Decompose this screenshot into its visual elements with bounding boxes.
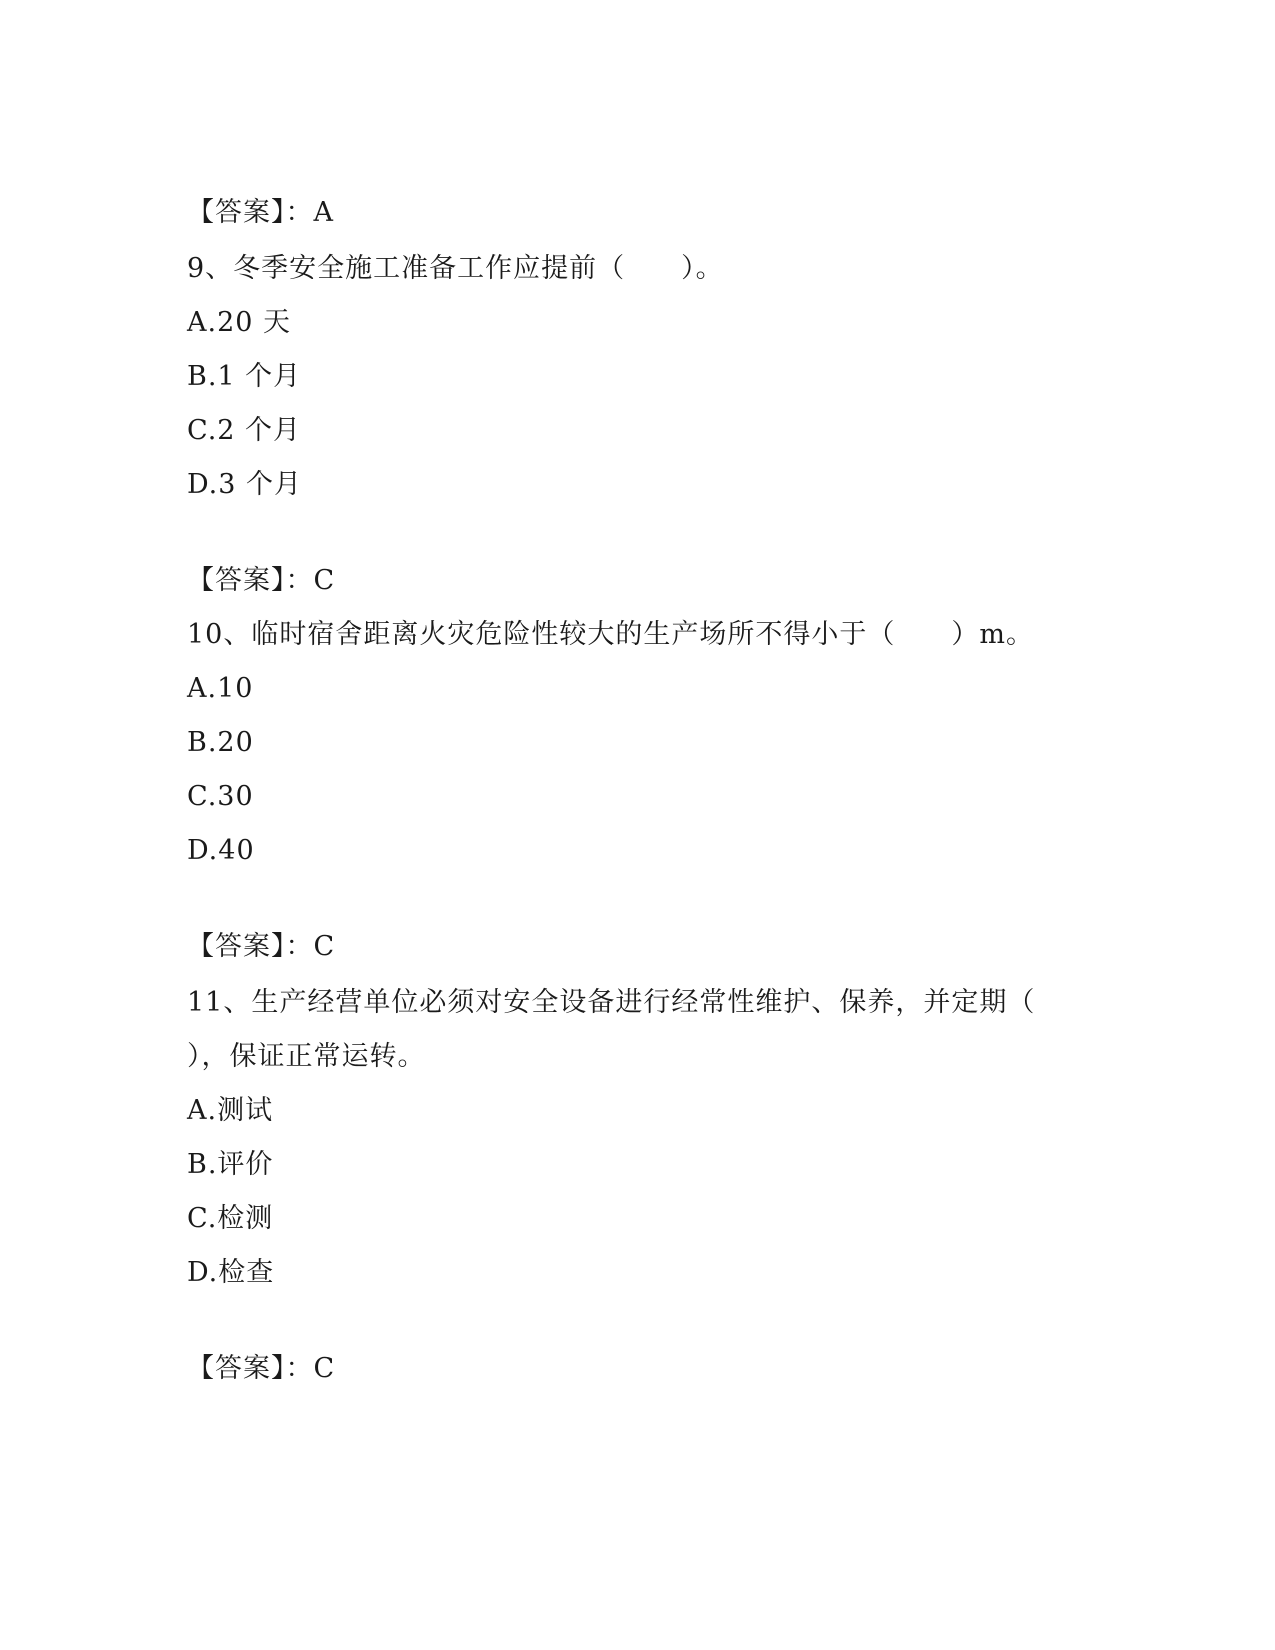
question-9-option-a: A.20 天 (187, 307, 292, 338)
question-10-option-b: B.20 (187, 727, 254, 758)
question-9-text: 9、冬季安全施工准备工作应提前（ ）。 (187, 253, 724, 284)
question-9-option-c: C.2 个月 (187, 415, 302, 446)
question-10-option-d: D.40 (187, 835, 255, 866)
question-11-option-c: C.检测 (187, 1203, 274, 1234)
question-9-answer: 【答案】：C (187, 565, 336, 596)
question-10-option-a: A.10 (187, 673, 254, 704)
question-10-answer: 【答案】：C (187, 931, 336, 962)
question-11-option-a: A.测试 (187, 1095, 274, 1126)
question-11-text-line1: 11、生产经营单位必须对安全设备进行经常性维护、保养，并定期（ (187, 987, 1036, 1018)
question-11-option-b: B.评价 (187, 1149, 274, 1180)
question-9-option-b: B.1 个月 (187, 361, 302, 392)
question-11-text-line2: ），保证正常运转。 (187, 1041, 426, 1072)
question-10-text: 10、临时宿舍距离火灾危险性较大的生产场所不得小于（ ）m。 (187, 619, 1034, 650)
question-11-answer: 【答案】：C (187, 1353, 336, 1384)
question-11-option-d: D.检查 (187, 1257, 275, 1288)
question-9-option-d: D.3 个月 (187, 469, 303, 500)
answer-previous: 【答案】：A (187, 197, 334, 228)
question-10-option-c: C.30 (187, 781, 254, 812)
